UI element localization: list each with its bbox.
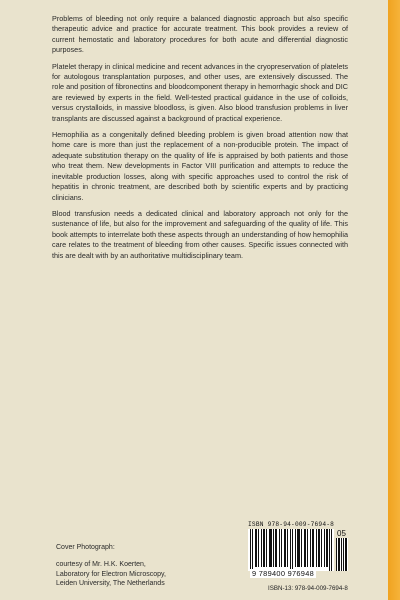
credit-line: Laboratory for Electron Microscopy, [56, 570, 166, 578]
blurb-paragraph: Problems of bleeding not only require a balanced diagnostic approach but also specific therapeutic advice and practice for accurate treatment. This book provides a review of current hemostatic and laboratory procedures for both acute and differential diagnostic purposes. [52, 14, 348, 55]
barcode-bars [248, 529, 334, 571]
isbn-label-top: ISBN 978-94-009-7694-8 [248, 521, 335, 528]
credit-line: courtesy of Mr. H.K. Koerten, [56, 561, 146, 569]
spine-edge [388, 0, 400, 600]
barcode-addon-bars [336, 538, 348, 571]
barcode [248, 521, 348, 583]
blurb-text [52, 14, 348, 267]
credit-line: Leiden University, The Netherlands [56, 580, 165, 588]
blurb-paragraph: Platelet therapy in clinical medicine and recent advances in the cryopreservation of platelets for autologous transplantation purposes, and other uses, are extensively discussed. The role and position of fibronectins and bloodcomponent therapy in hemorrhagic shock and DIC are reviewed by experts in the field. Well-tested practical guidance in the use of colloids, versus crystalloids, in massive bloodloss, is given. Also blood transfusion problems in liver transplants are discussed against a background of practical experience. [52, 61, 348, 123]
cover-photo-credit [56, 543, 166, 589]
blurb-paragraph: Hemophilia as a congenitally defined bleeding problem is given broad attention now that home care is more than just the replacement of a non-producible protein. The impact of adequate substitution therapy on the quality of life is appraised by both patients and those who treat them. New developments in Factor VIII purification and attempts to reduce the inevitable production losses, along with specific approaches used to control the risk of hepatitis in chronic treatment, are described both by scientific experts and by practicing clinicians. [52, 130, 348, 202]
barcode-addon-digits: 05 [337, 529, 346, 538]
barcode-digits: 9 789400 976948 [252, 569, 315, 578]
isbn13-label: ISBN-13: 978-94-009-7694-8 [268, 585, 348, 592]
credit-heading: Cover Photograph: [56, 544, 115, 551]
blurb-paragraph: Blood transfusion needs a dedicated clinical and laboratory approach not only for the sustenance of life, but also for the improvement and safeguarding of the quality of life. This book attempts to interrelate both these aspects through an understanding of how hemophilia care relates to the treatment of bleeding from other causes. Specific issues connected with this are dealt with by an authoritative multidisciplinary team. [52, 208, 348, 260]
